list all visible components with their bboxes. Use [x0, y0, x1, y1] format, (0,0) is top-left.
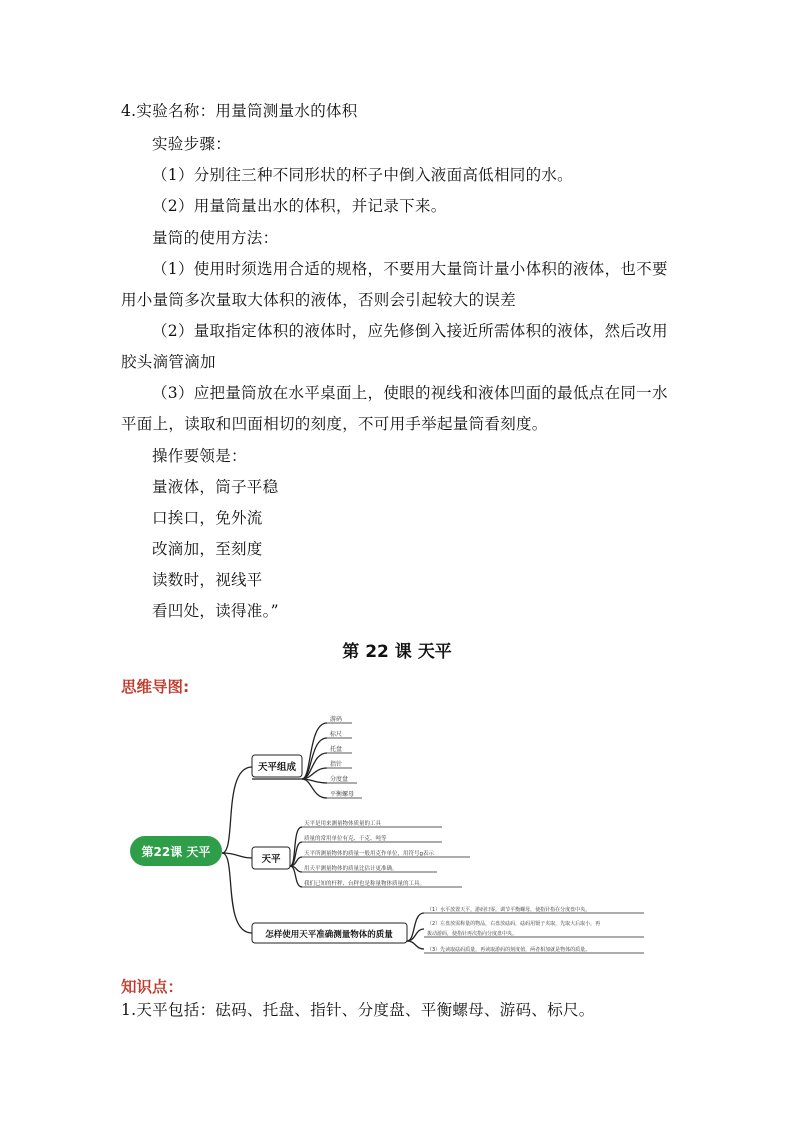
key-line-3: 改滴加，至刻度 — [152, 540, 263, 558]
usage-3b: 平面上，读取和凹面相切的刻度，不可用手举起量筒看刻度。 — [121, 415, 548, 433]
key-line-4: 读数时，视线平 — [152, 571, 263, 589]
knowledge-label: 知识点： — [121, 978, 184, 996]
branch-label-composition: 天平组成 — [257, 762, 297, 773]
experiment-title: 4.实验名称：用量筒测量水的体积 — [121, 102, 358, 120]
step-1: （1）分别往三种不同形状的杯子中倒入液面高低相同的水。 — [152, 166, 573, 184]
key-heading: 操作要领是： — [152, 447, 247, 465]
leaf-text: 拨动游码，使指针再次指向分度盘中央。 — [427, 931, 518, 937]
leaf-text: （2）左盘放需称量的物品，右盘放砝码，砝码用镊子夹取，先取大后取小，再 — [427, 921, 601, 927]
key-line-5: 看凹处，读得准。” — [152, 602, 279, 620]
usage-1a: （1）使用时须选用合适的规格，不要用大量筒计量小体积的液体，也不要 — [152, 260, 668, 278]
leaf-text: 天平是用来测量物体质量的工具 — [304, 821, 382, 827]
steps-heading: 实验步骤： — [152, 135, 232, 153]
usage-2b: 胶头滴管滴加 — [121, 353, 216, 371]
knowledge-1: 1.天平包括：砝码、托盘、指针、分度盘、平衡螺母、游码、标尺。 — [121, 1001, 595, 1019]
mindmap-root: 第22课 天平 — [141, 845, 211, 859]
leaf-text: 分度盘 — [330, 776, 349, 783]
leaf-text: 托盘 — [330, 746, 343, 753]
lesson-title: 第 22 课 天平 — [342, 642, 452, 662]
step-2: （2）用量筒量出水的体积，并记录下来。 — [152, 197, 447, 215]
leaf-text: 指针 — [330, 761, 343, 768]
leaf-text: 天平所测量物体的质量一般用克作单位，用符号g表示 — [304, 851, 434, 857]
usage-2a: （2）量取指定体积的液体时，应先修倒入接近所需体积的液体，然后改用 — [152, 322, 668, 340]
leaf-text: （3）先读取砝码质量，再读取游码的刻度值，两者相加就是物体的质量。 — [427, 947, 591, 953]
mind-map — [122, 705, 652, 955]
usage-1b: 用小量筒多次量取大体积的液体，否则会引起较大的误差 — [121, 291, 517, 309]
leaf-text: （1）水平放置天平，游码归零，调节平衡螺母，使指针指在分度盘中央。 — [427, 907, 591, 913]
key-line-2: 口挨口，免外流 — [152, 509, 263, 527]
usage-heading: 量筒的使用方法： — [152, 229, 279, 247]
branch-label-usage: 怎样使用天平准确测量物体的质量 — [265, 930, 393, 940]
leaf-text: 用天平测量物体的质量比估计更准确。 — [304, 866, 398, 872]
leaf-text: 质量的常用单位有克、千克、吨等 — [304, 836, 387, 842]
mindmap-label: 思维导图: — [121, 678, 190, 696]
usage-3a: （3）应把量筒放在水平桌面上，使眼的视线和液体凹面的最低点在同一水 — [152, 384, 668, 402]
leaf-text: 标尺 — [330, 731, 343, 738]
key-line-1: 量液体，筒子平稳 — [152, 478, 279, 496]
leaf-text: 游码 — [330, 716, 343, 723]
leaf-text: 我们已知的杆秤、台秤也是称量物体质量的工具。 — [304, 881, 426, 887]
leaf-text: 平衡螺母 — [330, 791, 355, 798]
branch-label-balance: 天平 — [261, 854, 281, 865]
